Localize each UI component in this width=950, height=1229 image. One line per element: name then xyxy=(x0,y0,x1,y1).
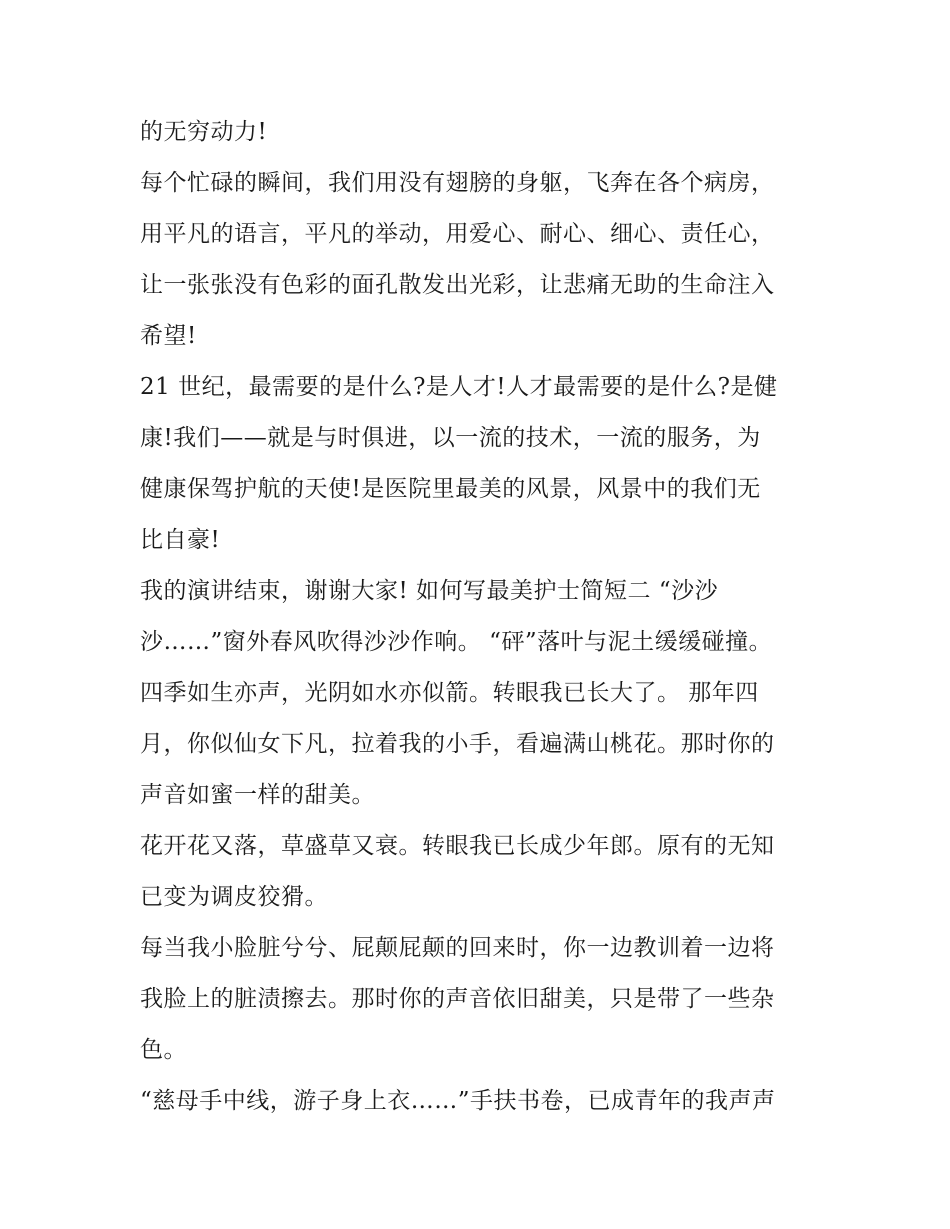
text-line: 月，你似仙女下凡，拉着我的小手，看遍满山桃花。那时你的 xyxy=(140,731,775,757)
text-line: 四季如生亦声，光阴如水亦似箭。转眼我已长大了。 那年四 xyxy=(140,680,759,706)
text-line: 康!我们——就是与时俱进，以一流的技术，一流的服务，为 xyxy=(140,425,761,451)
text-line: 声音如蜜一样的甜美。 xyxy=(140,782,375,808)
text-line: 比自豪! xyxy=(140,527,221,553)
text-line: 每当我小脸脏兮兮、屁颠屁颠的回来时，你一边教训着一边将 xyxy=(140,935,775,961)
text-line: 我的演讲结束，谢谢大家! 如何写最美护士简短二 “沙沙 xyxy=(140,578,719,604)
text-line: “慈母手中线，游子身上衣……”手扶书卷，已成青年的我声声 xyxy=(140,1088,776,1114)
text-line: 让一张张没有色彩的面孔散发出光彩，让悲痛无助的生命注入 xyxy=(140,272,775,298)
text-line: 我脸上的脏渍擦去。那时你的声音依旧甜美，只是带了一些杂 xyxy=(140,986,775,1012)
text-line: 色。 xyxy=(140,1037,187,1063)
text-line: 已变为调皮狡猾。 xyxy=(140,884,328,910)
text-line: 用平凡的语言，平凡的举动，用爱心、耐心、细心、责任心， xyxy=(140,221,775,247)
text-line: 沙……”窗外春风吹得沙沙作响。 “砰”落叶与泥土缓缓碰撞。 xyxy=(140,629,773,655)
text-line: 健康保驾护航的天使!是医院里最美的风景，风景中的我们无 xyxy=(140,476,761,502)
document-body xyxy=(140,107,815,1127)
text-line: 21 世纪，最需要的是什么?是人才!人才最需要的是什么?是健 xyxy=(140,374,778,400)
text-line: 希望! xyxy=(140,323,197,349)
text-line: 的无穷动力! xyxy=(140,119,268,145)
text-line: 花开花又落，草盛草又衰。转眼我已长成少年郎。原有的无知 xyxy=(140,833,775,859)
text-line: 每个忙碌的瞬间，我们用没有翅膀的身躯，飞奔在各个病房， xyxy=(140,170,775,196)
